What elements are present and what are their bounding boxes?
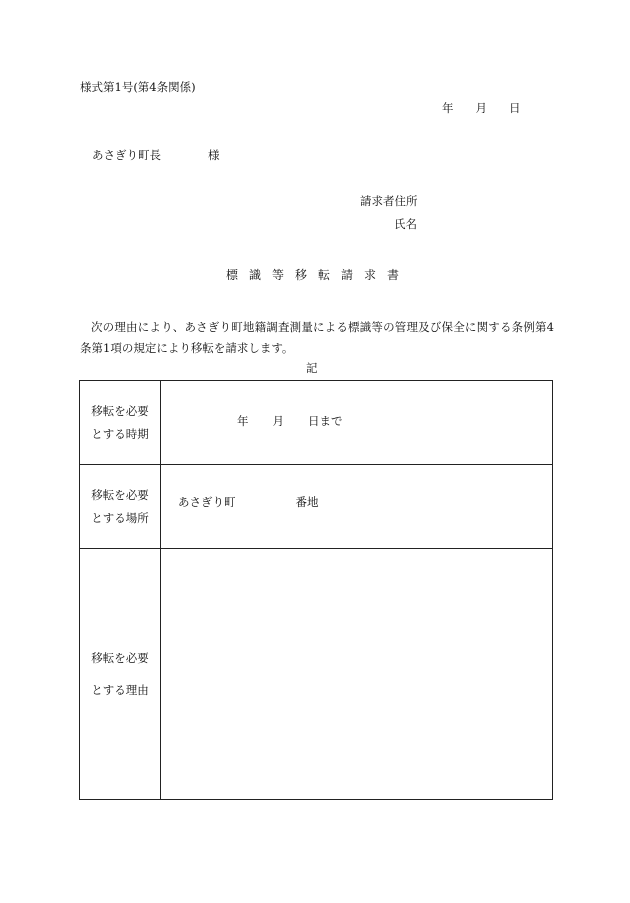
addressee <box>92 150 220 162</box>
table-row-place <box>80 465 553 549</box>
timing-label-line2: とする時期 <box>91 426 149 441</box>
place-value-cell[interactable] <box>161 465 553 549</box>
timing-day-label: 日まで <box>308 413 343 428</box>
place-label-cell <box>80 465 161 549</box>
timing-value <box>161 413 552 429</box>
ki-label: 記 <box>306 361 318 375</box>
addressee-honorific: 様 <box>208 148 220 162</box>
document-title: 標識等移転請求書 <box>226 268 411 282</box>
timing-label-cell <box>80 381 161 465</box>
reason-label-cell <box>80 549 161 800</box>
reason-label-line2: とする理由 <box>91 683 149 697</box>
timing-year-label: 年 <box>237 413 249 428</box>
date-year-label: 年 <box>442 101 454 115</box>
date-month-label: 月 <box>475 101 487 115</box>
addressee-name: あさぎり町長 <box>92 148 161 162</box>
place-lot-label: 番地 <box>295 494 319 509</box>
table-row-reason <box>80 549 553 800</box>
body-text: 次の理由により、あさぎり町地籍調査測量による標識等の管理及び保全に関する条例第4条第1項の規定により移転を請求します。 <box>80 320 554 355</box>
place-label-line2: とする場所 <box>91 510 149 525</box>
date-day-label: 日 <box>509 101 521 115</box>
place-town-label: あさぎり町 <box>178 494 236 509</box>
timing-month-label: 月 <box>272 413 284 428</box>
requester-address-label: 請求者住所 <box>360 194 418 208</box>
timing-value-cell[interactable] <box>161 381 553 465</box>
reason-label-line1: 移転を必要 <box>91 651 149 665</box>
table-row-timing <box>80 381 553 465</box>
place-value <box>161 494 552 510</box>
timing-label-line1: 移転を必要 <box>91 403 149 418</box>
form-number: 様式第1号(第4条関係) <box>80 80 196 94</box>
request-table <box>79 380 553 800</box>
date-line <box>442 103 521 115</box>
requester-name-label: 氏名 <box>394 217 417 231</box>
reason-value-cell[interactable] <box>161 549 553 800</box>
place-label-line1: 移転を必要 <box>91 487 149 502</box>
